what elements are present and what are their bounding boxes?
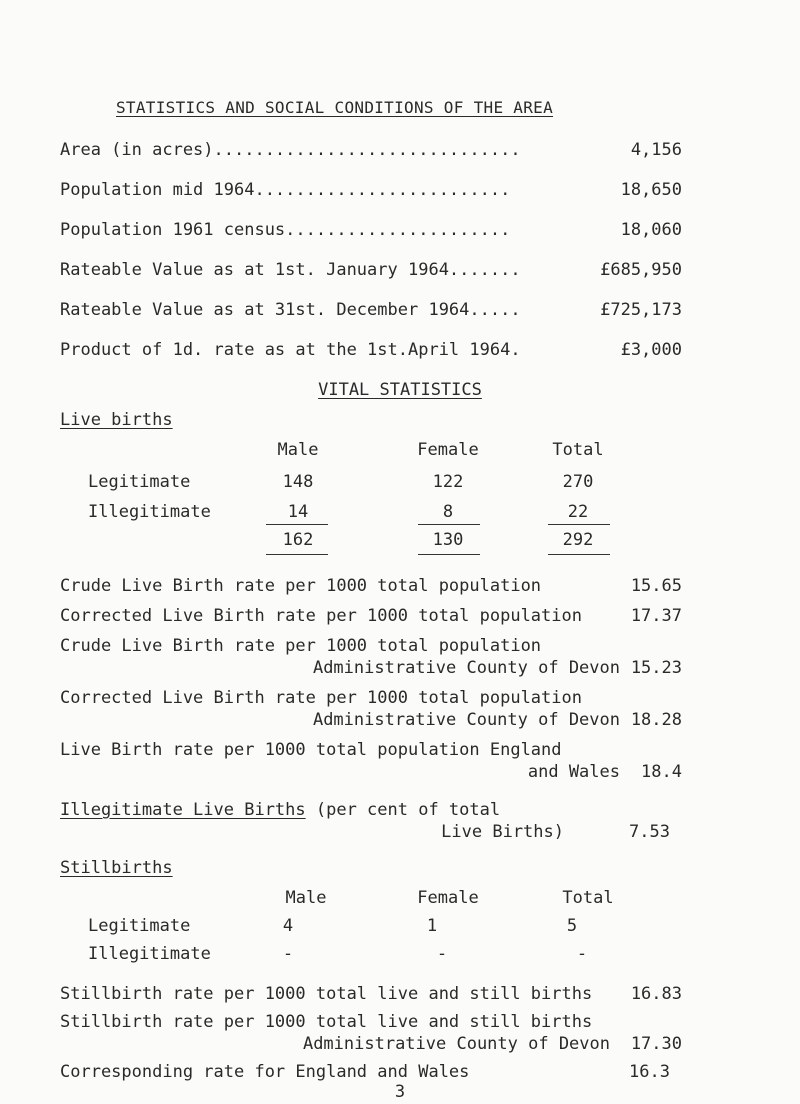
- cell-female: 122: [432, 472, 464, 492]
- sum-rule: [418, 524, 480, 525]
- row-label: Legitimate: [88, 472, 191, 492]
- rate-label: Stillbirth rate per 1000 total live and still births: [60, 984, 593, 1004]
- sum-rule: [548, 524, 610, 525]
- rate-value: 18.28: [630, 710, 682, 730]
- cell-male: 4: [282, 916, 294, 936]
- col-header-female: Female: [417, 888, 479, 908]
- illegitimate-value: 7.53: [629, 822, 670, 842]
- rate-label-line2: Administrative County of Devon: [302, 1034, 610, 1054]
- sum-rule: [266, 524, 328, 525]
- rate-label: Corrected Live Birth rate per 1000 total population: [60, 606, 582, 626]
- rate-value: 16.3: [629, 1062, 670, 1082]
- rate-label: Crude Live Birth rate per 1000 total population: [60, 636, 542, 656]
- row-label: Illegitimate: [88, 944, 211, 964]
- stat-label: Population mid 1964.........................: [60, 180, 511, 200]
- rate-label-line2: Administrative County of Devon: [312, 710, 620, 730]
- page-title: STATISTICS AND SOCIAL CONDITIONS OF THE AREA: [116, 98, 554, 117]
- cell-female: 8: [442, 502, 454, 522]
- total-male: 162: [282, 530, 314, 550]
- cell-male: 148: [282, 472, 314, 492]
- illegitimate-label-line2: Live Births): [441, 822, 564, 842]
- rate-value: 17.30: [630, 1034, 682, 1054]
- rate-value: 17.37: [630, 606, 682, 626]
- stat-label: Rateable Value as at 1st. January 1964.......: [60, 260, 521, 280]
- illegitimate-label: [60, 800, 500, 820]
- cell-female: -: [436, 944, 448, 964]
- col-header-total: Total: [552, 440, 604, 460]
- total-female: 130: [432, 530, 464, 550]
- stat-value: £685,950: [600, 260, 682, 280]
- col-header-total: Total: [562, 888, 614, 908]
- total-rule: [418, 554, 480, 555]
- rate-value: 15.65: [630, 576, 682, 596]
- rate-label: Corresponding rate for England and Wales: [60, 1062, 470, 1082]
- stat-value: 18,650: [620, 180, 682, 200]
- total-rule: [266, 554, 328, 555]
- rate-label: Crude Live Birth rate per 1000 total population: [60, 576, 542, 596]
- rate-value: 18.4: [641, 762, 682, 782]
- stat-value: 18,060: [620, 220, 682, 240]
- total-total: 292: [562, 530, 594, 550]
- illegitimate-label-rest: (per cent of total: [305, 800, 501, 820]
- stat-value: £725,173: [600, 300, 682, 320]
- stat-label: Area (in acres)..............................: [60, 140, 521, 160]
- vital-statistics-title: VITAL STATISTICS: [318, 380, 482, 400]
- col-header-female: Female: [417, 440, 479, 460]
- stat-label: Rateable Value as at 31st. December 1964.....: [60, 300, 521, 320]
- rate-label: Live Birth rate per 1000 total population England: [60, 740, 562, 760]
- stillbirths-heading: Stillbirths: [60, 858, 173, 878]
- cell-total: -: [576, 944, 588, 964]
- stat-value: £3,000: [620, 340, 682, 360]
- rate-label-line2: and Wales: [527, 762, 620, 782]
- stat-value: 4,156: [630, 140, 682, 160]
- rate-value: 16.83: [630, 984, 682, 1004]
- row-label: Illegitimate: [88, 502, 211, 522]
- col-header-male: Male: [277, 440, 319, 460]
- illegitimate-label-underlined: Illegitimate Live Births: [60, 800, 306, 820]
- cell-total: 5: [566, 916, 578, 936]
- page-number: 3: [394, 1082, 406, 1102]
- rate-label: Corrected Live Birth rate per 1000 total population: [60, 688, 582, 708]
- col-header-male: Male: [285, 888, 327, 908]
- cell-total: 22: [567, 502, 589, 522]
- total-rule: [548, 554, 610, 555]
- cell-male: -: [282, 944, 294, 964]
- stat-label: Population 1961 census......................: [60, 220, 511, 240]
- live-births-heading: Live births: [60, 410, 173, 430]
- cell-total: 270: [562, 472, 594, 492]
- row-label: Legitimate: [88, 916, 191, 936]
- rate-value: 15.23: [630, 658, 682, 678]
- stat-label: Product of 1d. rate as at the 1st.April 1964.: [60, 340, 521, 360]
- rate-label-line2: Administrative County of Devon: [312, 658, 620, 678]
- rate-label: Stillbirth rate per 1000 total live and still births: [60, 1012, 593, 1032]
- cell-male: 14: [287, 502, 309, 522]
- cell-female: 1: [426, 916, 438, 936]
